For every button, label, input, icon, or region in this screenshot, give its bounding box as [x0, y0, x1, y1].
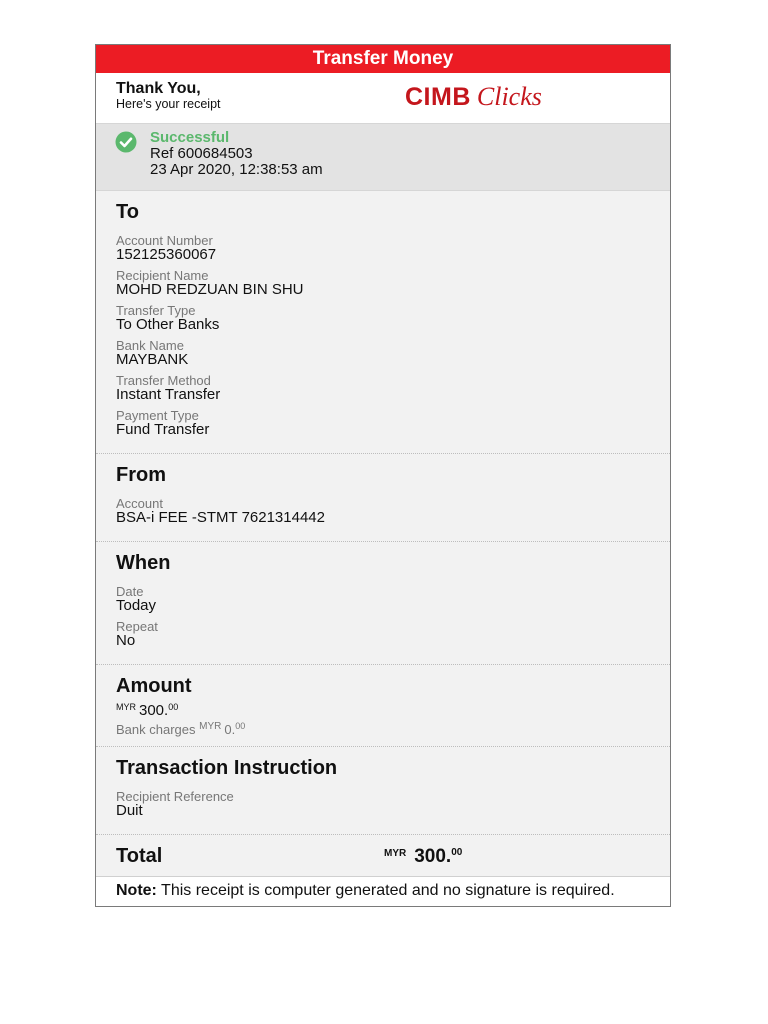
from-section [96, 454, 670, 542]
status-panel [96, 123, 670, 191]
logo-product: Clicks [476, 82, 542, 111]
receipt-subtitle: Here's your receipt [116, 97, 221, 111]
bank-charges-whole: 0. [224, 722, 236, 737]
total-decimal: 00 [451, 847, 463, 858]
when-heading: When [116, 552, 171, 574]
total-amount [384, 846, 462, 868]
field-transfer-method [116, 374, 384, 403]
page-title: Transfer Money [96, 45, 670, 73]
logo-brand: CIMB [405, 83, 471, 111]
field-value: No [116, 632, 136, 649]
field-recipient-name [116, 269, 384, 298]
note-text: This receipt is computer generated and no signature is required. [156, 882, 615, 899]
check-circle-icon [115, 131, 137, 153]
receipt-note [96, 877, 670, 906]
amount-section [96, 665, 670, 747]
field-account-number [116, 234, 384, 263]
field-label: Bank Name [116, 338, 184, 353]
field-label: Date [116, 584, 144, 599]
field-label: Transfer Type [116, 303, 196, 318]
to-heading: To [116, 201, 139, 223]
field-value: Duit [116, 802, 143, 819]
receipt-body [96, 191, 670, 877]
field-label: Account Number [116, 233, 213, 248]
amount-whole: 300. [139, 702, 169, 719]
field-value: MOHD REDZUAN BIN SHU [116, 281, 304, 298]
reference-number: Ref 600684503 [150, 145, 253, 162]
field-value: Today [116, 597, 157, 614]
field-bank-name [116, 339, 384, 368]
field-date [116, 585, 384, 614]
receipt-header [96, 73, 670, 123]
from-heading: From [116, 464, 166, 486]
transaction-datetime: 23 Apr 2020, 12:38:53 am [150, 161, 323, 178]
bank-charges-currency: MYR [199, 721, 222, 732]
field-label: Recipient Reference [116, 789, 234, 804]
total-whole: 300. [414, 846, 452, 867]
to-section [96, 191, 670, 454]
amount-heading: Amount [116, 675, 192, 697]
field-from-account [116, 497, 650, 526]
field-value: BSA-i FEE -STMT 7621314442 [116, 509, 325, 526]
status-label: Successful [150, 129, 230, 146]
field-payment-type [116, 409, 384, 438]
field-value: 152125360067 [116, 246, 217, 263]
field-label: Payment Type [116, 408, 199, 423]
amount-value [116, 699, 650, 719]
field-label: Transfer Method [116, 373, 211, 388]
field-label: Recipient Name [116, 268, 209, 283]
instruction-section [96, 747, 670, 835]
field-value: To Other Banks [116, 316, 220, 333]
receipt [95, 44, 671, 907]
instruction-heading: Transaction Instruction [116, 757, 338, 779]
cimb-clicks-logo [405, 82, 542, 112]
status-text [150, 130, 323, 178]
field-value: Instant Transfer [116, 386, 221, 403]
thank-you-heading: Thank You, [116, 80, 201, 97]
when-section [96, 542, 670, 665]
total-currency: MYR [384, 848, 407, 859]
amount-decimal: 00 [168, 702, 179, 712]
bank-charges-label: Bank charges [116, 722, 196, 737]
bank-charges [116, 719, 650, 737]
field-label: Repeat [116, 619, 158, 634]
field-value: Fund Transfer [116, 421, 210, 438]
currency-code: MYR [116, 702, 136, 712]
field-repeat [116, 620, 384, 649]
note-label: Note: [116, 882, 157, 899]
field-label: Account [116, 496, 163, 511]
field-recipient-reference [116, 790, 650, 819]
field-transfer-type [116, 304, 384, 333]
total-heading: Total [116, 845, 163, 867]
field-value: MAYBANK [116, 351, 189, 368]
total-section [96, 835, 670, 877]
bank-charges-decimal: 00 [235, 721, 246, 731]
